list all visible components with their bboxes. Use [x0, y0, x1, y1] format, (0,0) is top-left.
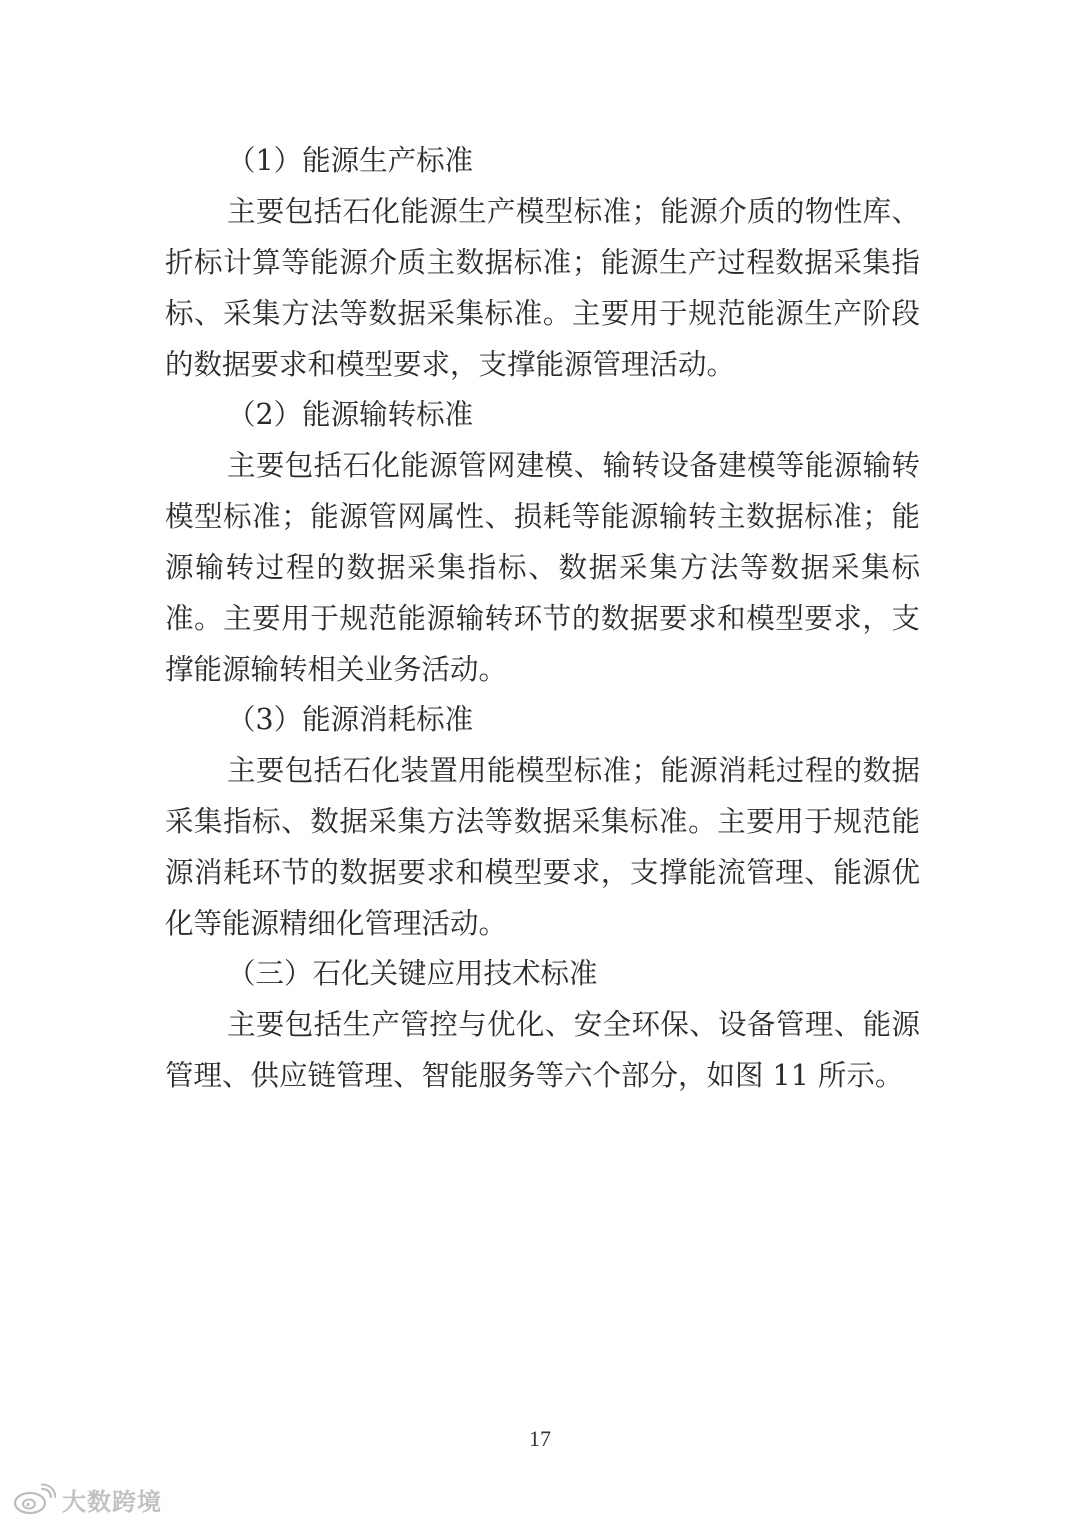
paragraph-line: 源消耗环节的数据要求和模型要求，支撑能流管理、能源优	[165, 856, 920, 889]
subsection-heading-energy-transfer: （2）能源输转标准	[227, 398, 474, 431]
watermark	[12, 1481, 162, 1517]
watermark-text: 大数跨境	[62, 1487, 162, 1516]
paragraph-line: 撑能源输转相关业务活动。	[165, 653, 508, 686]
paragraph-line: 主要包括石化能源生产模型标准；能源介质的物性库、	[227, 195, 920, 228]
paragraph-line: 准。主要用于规范能源输转环节的数据要求和模型要求，支	[165, 602, 920, 635]
page-number: 17	[529, 1426, 551, 1451]
paragraph-line: 源输转过程的数据采集指标、数据采集方法等数据采集标	[165, 551, 920, 584]
paragraph-line: 化等能源精细化管理活动。	[165, 907, 508, 940]
paragraph-line: 主要包括石化装置用能模型标准；能源消耗过程的数据	[227, 754, 920, 787]
paragraph-line: 采集指标、数据采集方法等数据采集标准。主要用于规范能	[165, 805, 920, 838]
paragraph-line: 折标计算等能源介质主数据标准；能源生产过程数据采集指	[165, 246, 920, 279]
paragraph-line: 模型标准；能源管网属性、损耗等能源输转主数据标准；能	[165, 500, 920, 533]
subsection-heading-energy-consumption: （3）能源消耗标准	[227, 703, 474, 736]
paragraph-line: 标、采集方法等数据采集标准。主要用于规范能源生产阶段	[165, 297, 920, 330]
paragraph-line: 主要包括石化能源管网建模、输转设备建模等能源输转	[227, 449, 920, 482]
paragraph-line: 主要包括生产管控与优化、安全环保、设备管理、能源	[227, 1008, 920, 1041]
weibo-logo-icon	[12, 1483, 56, 1515]
paragraph-line: 管理、供应链管理、智能服务等六个部分，如图 11 所示。	[165, 1059, 904, 1092]
subsection-heading-energy-production: （1）能源生产标准	[227, 144, 474, 177]
section-heading-key-application-standards: （三）石化关键应用技术标准	[227, 957, 598, 990]
paragraph-line: 的数据要求和模型要求，支撑能源管理活动。	[165, 348, 736, 381]
